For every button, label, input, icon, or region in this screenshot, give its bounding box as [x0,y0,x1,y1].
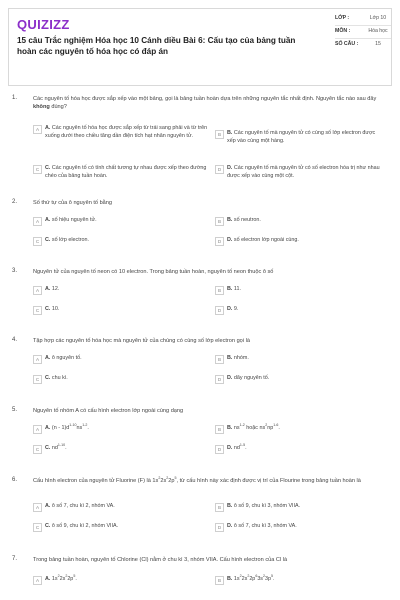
worksheet-meta [335,13,391,51]
option-box: A [33,125,42,134]
option-a[interactable]: A A. Các nguyên tố hóa học được sắp xếp từ trái sang phải và từ trên xuống dưới theo chiều tăng dần điện tích hạt nhân nguyên tử. [33,125,213,140]
count-label: SỐ CÂU : [335,41,359,47]
option-box: D [215,237,224,246]
option-box: B [215,217,224,226]
option-box: B [215,425,224,434]
question-number: 2. [12,199,18,205]
option-box: B [215,576,224,585]
option-c[interactable]: C C. $nd^{1-10}$. [33,445,213,454]
option-d[interactable]: D D. ô số 7, chu kì 3, nhóm VA. [215,523,385,532]
option-box: B [215,503,224,512]
option-c[interactable]: C C. Các nguyên tố có tính chất tương tự nhau được xếp theo đường chéo của bảng tuần hoàn. [33,165,213,180]
option-d[interactable]: D D. dãy nguyên tố. [215,375,385,384]
question-number: 4. [12,337,18,343]
question-text: Các nguyên tố hóa học được sắp xếp vào một bảng, gọi là bảng tuần hoàn dựa trên những nguyên tắc nhất định. Nguyên tắc nào sau đây không đúng? [33,96,377,110]
option-box: D [215,445,224,454]
question-text: Số thứ tự của ô nguyên tố bằng [33,200,113,206]
option-box: A [33,355,42,364]
quizizz-logo: QUIZIZZ [17,17,70,32]
option-b[interactable]: B B. 11. [215,286,385,295]
option-box: D [215,165,224,174]
count-row [335,39,391,51]
option-box: A [33,576,42,585]
option-box: A [33,217,42,226]
option-d[interactable]: D D. 9. [215,306,385,315]
subject-row [335,26,391,39]
option-a[interactable]: A A. số hiệu nguyên tử. [33,217,213,226]
option-b[interactable]: B B. ô số 9, chu kì 3, nhóm VIIA. [215,503,385,512]
option-box: B [215,130,224,139]
option-c[interactable]: C C. chu kì. [33,375,213,384]
question-text: Tập hợp các nguyên tố hóa học mà nguyên tử của chúng có cùng số lớp electron gọi là [33,338,250,344]
count-value: 15 [375,41,381,47]
option-d[interactable]: D D. số electron lớp ngoài cùng. [215,237,385,246]
option-a[interactable]: A A. 12. [33,286,213,295]
option-a[interactable]: A A. ô nguyên tố. [33,355,213,364]
question-text: Nguyên tử của nguyên tố neon có 10 electron. Trong bảng tuần hoàn, nguyên tố neon thuộc ô số [33,269,274,275]
option-a[interactable]: A A. $1s^22s^22p^5$. [33,576,213,585]
option-box: B [215,355,224,364]
option-a[interactable]: A A. $(n - 1)d^{1-10}ns^{1-2}$. [33,425,213,434]
question-text: Cấu hình electron của nguyên tử Fluorine (F) là $1s^22s^22p^5$, từ cấu hình này xác định được vị trí của Flourine trong bảng tuần hoàn là [33,476,361,484]
option-box: A [33,286,42,295]
question-number: 3. [12,268,18,274]
grade-label: LỚP : [335,15,350,21]
question-number: 6. [12,477,18,483]
option-box: D [215,306,224,315]
option-b[interactable]: B B. số neutron. [215,217,385,226]
option-b[interactable]: B B. $1s^22s^22p^63s^23p^5$. [215,576,385,585]
question-text: Nguyên tố nhóm A có cấu hình electron lớp ngoài cùng dạng [33,408,184,414]
worksheet-title: 15 câu Trắc nghiệm Hóa học 10 Cánh diều Bài 6: Cấu tạo của bảng tuần hoàn các nguyên tố hóa học có đáp án [17,36,296,56]
subject-value: Hóa học [368,28,388,34]
option-d[interactable]: D D. $nd^{1-5}$. [215,445,385,454]
option-b[interactable]: B B. nhóm. [215,355,385,364]
option-box: C [33,445,42,454]
option-box: C [33,375,42,384]
option-box: C [33,306,42,315]
option-a[interactable]: A A. ô số 7, chu kì 2, nhóm VA. [33,503,213,512]
option-box: A [33,503,42,512]
option-box: C [33,523,42,532]
option-box: D [215,523,224,532]
option-c[interactable]: C C. số lớp electron. [33,237,213,246]
question-number: 7. [12,556,18,562]
option-box: B [215,286,224,295]
option-box: D [215,375,224,384]
option-box: C [33,237,42,246]
question-number: 5. [12,407,18,413]
grade-value: Lớp 10 [369,15,387,21]
question-text: Trong bảng tuần hoàn, nguyên tố Chlorine (Cl) nằm ở chu kì 3, nhóm VIIA. Cấu hình electron của Cl là [33,557,288,563]
grade-row [335,13,391,26]
option-c[interactable]: C C. ô số 9, chu kì 2, nhóm VIIA. [33,523,213,532]
question-number: 1. [12,95,18,101]
option-b[interactable]: B B. Các nguyên tố mà nguyên tử có cùng số lớp electron được xếp vào cùng một hàng. [215,130,385,145]
option-d[interactable]: D D. Các nguyên tố mà nguyên tử có số electron hóa trị như nhau được xếp vào cùng một cột. [215,165,385,180]
worksheet-header [8,8,392,86]
subject-label: MÔN : [335,28,351,34]
option-box: A [33,425,42,434]
option-b[interactable]: B B. $ns^{1-2}$ hoặc $ns^2np^{1-6}$. [215,425,385,434]
option-box: C [33,165,42,174]
option-c[interactable]: C C. 10. [33,306,213,315]
